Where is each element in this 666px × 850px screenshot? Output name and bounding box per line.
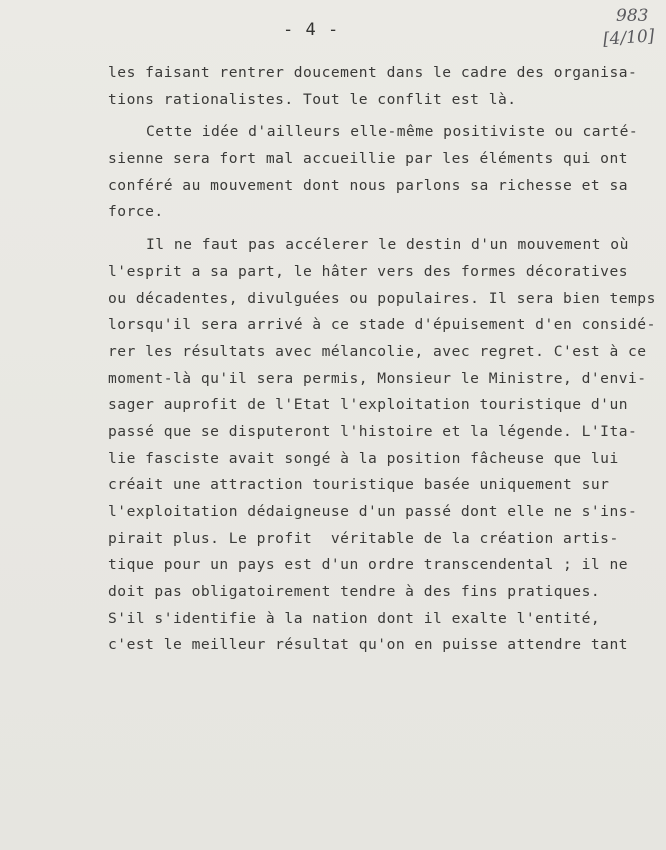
text-line: c'est le meilleur résultat qu'on en puisse attendre tant — [108, 636, 629, 654]
text-line: l'exploitation dédaigneuse d'un passé dont elle ne s'ins- — [108, 503, 638, 520]
text-line: pirait plus. Le profit véritable de la création artis- — [108, 529, 619, 547]
text-line: doit pas obligatoirement tendre à des fins pratiques. — [108, 583, 601, 601]
page-number: - 4 - — [283, 20, 340, 40]
text-line: rer les résultats avec mélancolie, avec regret. C'est à ce — [108, 342, 647, 360]
handwritten-folio-reference: [4/10] — [602, 26, 656, 50]
text-line: S'il s'identifie à la nation dont il exalte l'entité, — [108, 609, 601, 627]
text-line: sienne sera fort mal accueillie par les éléments qui ont — [108, 150, 629, 168]
text-line: ou décadentes, divulguées ou populaires. Il sera bien temps — [108, 289, 656, 307]
text-line: Cette idée d'ailleurs elle-même positiviste ou carté- — [146, 123, 639, 141]
text-line: tique pour un pays est d'un ordre transcendental ; il ne — [108, 556, 629, 574]
text-line: lorsqu'il sera arrivé à ce stade d'épuisement d'en considé- — [108, 316, 656, 334]
text-line: l'esprit a sa part, le hâter vers des formes décoratives — [108, 262, 629, 280]
text-line: force. — [108, 203, 164, 221]
handwritten-folio-number: 983 — [616, 6, 649, 26]
text-line: moment-là qu'il sera permis, Monsieur le Ministre, d'envi- — [108, 369, 647, 387]
text-line: créait une attraction touristique basée uniquement sur — [108, 476, 610, 494]
text-line: les faisant rentrer doucement dans le cadre des organisa- — [108, 64, 638, 81]
text-line: Il ne faut pas accélerer le destin d'un mouvement où — [146, 236, 629, 254]
text-line: sager auprofit de l'Etat l'exploitation touristique d'un — [108, 396, 629, 414]
text-line: tions rationalistes. Tout le conflit est là. — [108, 90, 517, 108]
text-line: conféré au mouvement dont nous parlons sa richesse et sa — [108, 176, 629, 194]
body-text — [108, 60, 656, 659]
text-line: lie fasciste avait songé à la position fâcheuse que lui — [108, 449, 619, 467]
text-line: passé que se disputeront l'histoire et la légende. L'Ita- — [108, 422, 638, 440]
